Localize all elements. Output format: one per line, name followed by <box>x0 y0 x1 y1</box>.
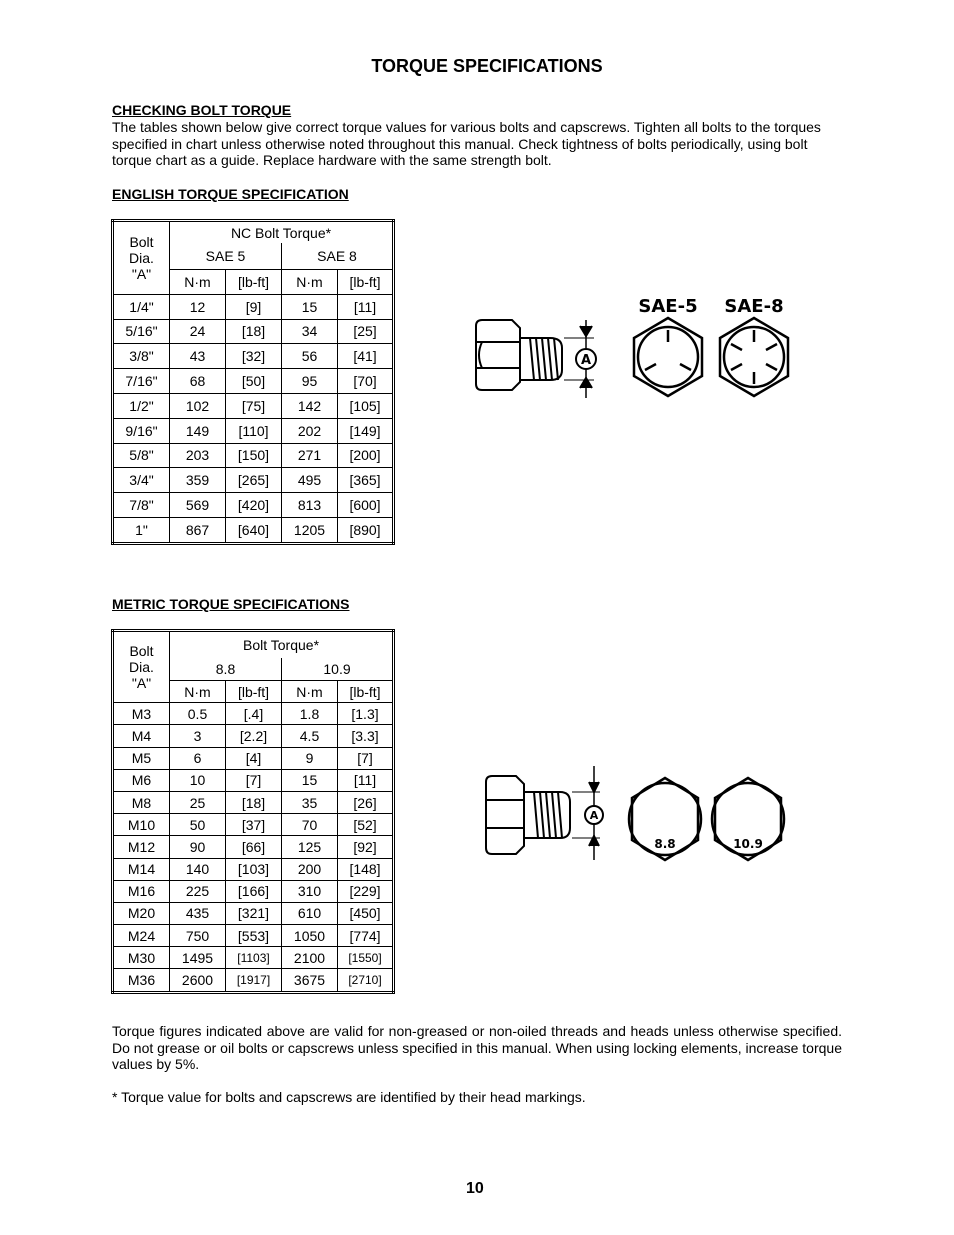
table-cell: [1917] <box>226 969 282 992</box>
checking-bolt-torque-text: The tables shown below give correct torque values for various bolts and capscrews. Tighten all bolts to the torques specified in chart unless otherwise noted throughout this manual. Check tightness of bolts periodically, using bolt torque chart as a guide. Replace hardware with the same strength bolt. <box>112 119 821 168</box>
unit-lbft: [lb-ft] <box>338 681 394 703</box>
table-cell: [1.3] <box>338 703 394 725</box>
bolt-side-view-icon <box>476 320 596 398</box>
table-row <box>113 369 394 394</box>
bolt-dia-header: Bolt Dia. "A" <box>113 631 170 703</box>
metric-torque-heading: METRIC TORQUE SPECIFICATIONS <box>112 596 350 612</box>
table-cell: 203 <box>170 443 226 468</box>
table-cell: 5/16" <box>113 319 170 344</box>
table-cell: [200] <box>338 443 394 468</box>
table-row <box>113 969 394 992</box>
grade-88-header: 8.8 <box>170 658 282 681</box>
table-row <box>113 836 394 858</box>
table-cell: 202 <box>282 418 338 443</box>
table-cell: 9/16" <box>113 418 170 443</box>
grade-109-header: 10.9 <box>282 658 394 681</box>
table-cell: 43 <box>170 344 226 369</box>
table-cell: [149] <box>338 418 394 443</box>
grade-88-label: 8.8 <box>654 837 676 851</box>
sae5-label: SAE-5 <box>638 296 698 317</box>
table-cell: 5/8" <box>113 443 170 468</box>
unit-lbft: [lb-ft] <box>338 270 394 295</box>
unit-nm: N·m <box>282 270 338 295</box>
table-cell: [103] <box>226 858 282 880</box>
metric-torque-table <box>111 629 395 994</box>
table-cell: 225 <box>170 880 226 902</box>
table-cell: 435 <box>170 902 226 924</box>
table-cell: 495 <box>282 468 338 493</box>
table-cell: 15 <box>282 294 338 319</box>
footnote-text: * Torque value for bolts and capscrews are identified by their head markings. <box>112 1089 586 1105</box>
bolt-torque-header: Bolt Torque* <box>170 631 394 659</box>
table-cell: [2710] <box>338 969 394 992</box>
table-cell: [9] <box>226 294 282 319</box>
table-cell: 6 <box>170 747 226 769</box>
table-cell: 7/8" <box>113 493 170 518</box>
table-row <box>113 880 394 902</box>
table-cell: [52] <box>338 814 394 836</box>
table-row <box>113 418 394 443</box>
table-cell: 1/4" <box>113 294 170 319</box>
english-torque-heading: ENGLISH TORQUE SPECIFICATION <box>112 186 349 202</box>
table-cell: [890] <box>338 517 394 543</box>
table-cell: [600] <box>338 493 394 518</box>
table-cell: [148] <box>338 858 394 880</box>
table-row <box>113 769 394 791</box>
table-cell: 867 <box>170 517 226 543</box>
unit-nm: N·m <box>170 270 226 295</box>
table-cell: 3/8" <box>113 344 170 369</box>
table-cell: [265] <box>226 468 282 493</box>
table-row <box>113 319 394 344</box>
table-cell: [150] <box>226 443 282 468</box>
table-cell: 1.8 <box>282 703 338 725</box>
table-row <box>113 947 394 969</box>
table-cell: [18] <box>226 319 282 344</box>
table-cell: [4] <box>226 747 282 769</box>
table-cell: 102 <box>170 393 226 418</box>
unit-nm: N·m <box>282 681 338 703</box>
checking-bolt-torque-heading: CHECKING BOLT TORQUE <box>112 102 292 118</box>
unit-lbft: [lb-ft] <box>226 270 282 295</box>
table-cell: [420] <box>226 493 282 518</box>
table-cell: M16 <box>113 880 170 902</box>
nc-bolt-torque-header: NC Bolt Torque* <box>170 221 394 244</box>
table-cell: 10 <box>170 769 226 791</box>
table-cell: [11] <box>338 769 394 791</box>
table-cell: 25 <box>170 791 226 813</box>
table-cell: [25] <box>338 319 394 344</box>
table-row <box>113 747 394 769</box>
table-row <box>113 814 394 836</box>
table-cell: M5 <box>113 747 170 769</box>
table-cell: 12 <box>170 294 226 319</box>
table-cell: [321] <box>226 902 282 924</box>
sae8-label: SAE-8 <box>724 296 784 317</box>
table-cell: 310 <box>282 880 338 902</box>
table-cell: [75] <box>226 393 282 418</box>
table-cell: 2100 <box>282 947 338 969</box>
table-cell: M14 <box>113 858 170 880</box>
table-cell: 0.5 <box>170 703 226 725</box>
grade-109-label: 10.9 <box>733 837 763 851</box>
table-cell: 1/2" <box>113 393 170 418</box>
table-cell: 610 <box>282 902 338 924</box>
torque-notes-text: Torque figures indicated above are valid for non-greased or non-oiled threads and heads unless otherwise specified. Do not grease or oil bolts or capscrews unless specified in this manual. When using locking elements, increase torque values by 5%. <box>112 1023 842 1072</box>
table-cell: M8 <box>113 791 170 813</box>
table-cell: [66] <box>226 836 282 858</box>
unit-nm: N·m <box>170 681 226 703</box>
table-cell: 125 <box>282 836 338 858</box>
table-cell: 271 <box>282 443 338 468</box>
table-cell: [774] <box>338 925 394 947</box>
table-cell: [3.3] <box>338 725 394 747</box>
table-cell: 50 <box>170 814 226 836</box>
metric-bolt-head-figure <box>480 762 800 872</box>
table-cell: [50] <box>226 369 282 394</box>
page-number: 10 <box>466 1180 484 1197</box>
table-cell: 68 <box>170 369 226 394</box>
table-cell: 750 <box>170 925 226 947</box>
table-cell: 7/16" <box>113 369 170 394</box>
sae-bolt-head-figure <box>470 290 810 415</box>
table-cell: [92] <box>338 836 394 858</box>
table-cell: [229] <box>338 880 394 902</box>
unit-lbft: [lb-ft] <box>226 681 282 703</box>
table-row <box>113 517 394 543</box>
table-cell: [41] <box>338 344 394 369</box>
table-cell: 142 <box>282 393 338 418</box>
table-cell: [7] <box>338 747 394 769</box>
sae5-head-icon <box>634 318 702 396</box>
table-row <box>113 468 394 493</box>
table-cell: 4.5 <box>282 725 338 747</box>
sae8-header: SAE 8 <box>282 243 394 270</box>
table-cell: [.4] <box>226 703 282 725</box>
table-cell: M36 <box>113 969 170 992</box>
table-cell: 359 <box>170 468 226 493</box>
table-cell: [166] <box>226 880 282 902</box>
english-torque-table <box>111 219 395 545</box>
table-cell: 813 <box>282 493 338 518</box>
table-cell: M3 <box>113 703 170 725</box>
table-cell: M4 <box>113 725 170 747</box>
table-cell: 15 <box>282 769 338 791</box>
page-title: TORQUE SPECIFICATIONS <box>371 56 603 76</box>
table-cell: 140 <box>170 858 226 880</box>
dimension-a-label: A <box>580 353 592 368</box>
table-cell: [640] <box>226 517 282 543</box>
table-cell: 1050 <box>282 925 338 947</box>
table-cell: [2.2] <box>226 725 282 747</box>
table-cell: M20 <box>113 902 170 924</box>
table-cell: 3/4" <box>113 468 170 493</box>
table-cell: [1103] <box>226 947 282 969</box>
table-row <box>113 725 394 747</box>
table-cell: 95 <box>282 369 338 394</box>
table-cell: 24 <box>170 319 226 344</box>
table-cell: [18] <box>226 791 282 813</box>
metric-rows <box>113 703 394 992</box>
table-cell: [32] <box>226 344 282 369</box>
bolt-dia-header: Bolt Dia. "A" <box>113 221 170 295</box>
table-cell: [365] <box>338 468 394 493</box>
table-cell: [7] <box>226 769 282 791</box>
table-cell: 3 <box>170 725 226 747</box>
table-cell: [553] <box>226 925 282 947</box>
table-row <box>113 703 394 725</box>
table-cell: M12 <box>113 836 170 858</box>
table-cell: M6 <box>113 769 170 791</box>
table-cell: [1550] <box>338 947 394 969</box>
sae8-head-icon <box>720 318 788 396</box>
table-cell: 34 <box>282 319 338 344</box>
table-cell: M30 <box>113 947 170 969</box>
table-row <box>113 493 394 518</box>
table-row <box>113 858 394 880</box>
table-cell: [110] <box>226 418 282 443</box>
table-cell: [26] <box>338 791 394 813</box>
table-cell: 90 <box>170 836 226 858</box>
dimension-a-label: A <box>589 809 599 822</box>
table-cell: 149 <box>170 418 226 443</box>
table-cell: 569 <box>170 493 226 518</box>
table-cell: [11] <box>338 294 394 319</box>
bolt-side-view-icon <box>486 766 603 860</box>
table-cell: 2600 <box>170 969 226 992</box>
table-row <box>113 294 394 319</box>
table-cell: 70 <box>282 814 338 836</box>
table-cell: 200 <box>282 858 338 880</box>
english-rows <box>113 294 394 543</box>
table-row <box>113 344 394 369</box>
table-row <box>113 902 394 924</box>
table-cell: M10 <box>113 814 170 836</box>
table-cell: 1205 <box>282 517 338 543</box>
table-cell: 1495 <box>170 947 226 969</box>
table-cell: [105] <box>338 393 394 418</box>
table-row <box>113 791 394 813</box>
table-cell: 56 <box>282 344 338 369</box>
table-row <box>113 925 394 947</box>
sae5-header: SAE 5 <box>170 243 282 270</box>
table-cell: [70] <box>338 369 394 394</box>
table-row <box>113 443 394 468</box>
table-cell: 1" <box>113 517 170 543</box>
table-row <box>113 393 394 418</box>
table-cell: [37] <box>226 814 282 836</box>
table-cell: M24 <box>113 925 170 947</box>
table-cell: 35 <box>282 791 338 813</box>
table-cell: 3675 <box>282 969 338 992</box>
table-cell: [450] <box>338 902 394 924</box>
table-cell: 9 <box>282 747 338 769</box>
